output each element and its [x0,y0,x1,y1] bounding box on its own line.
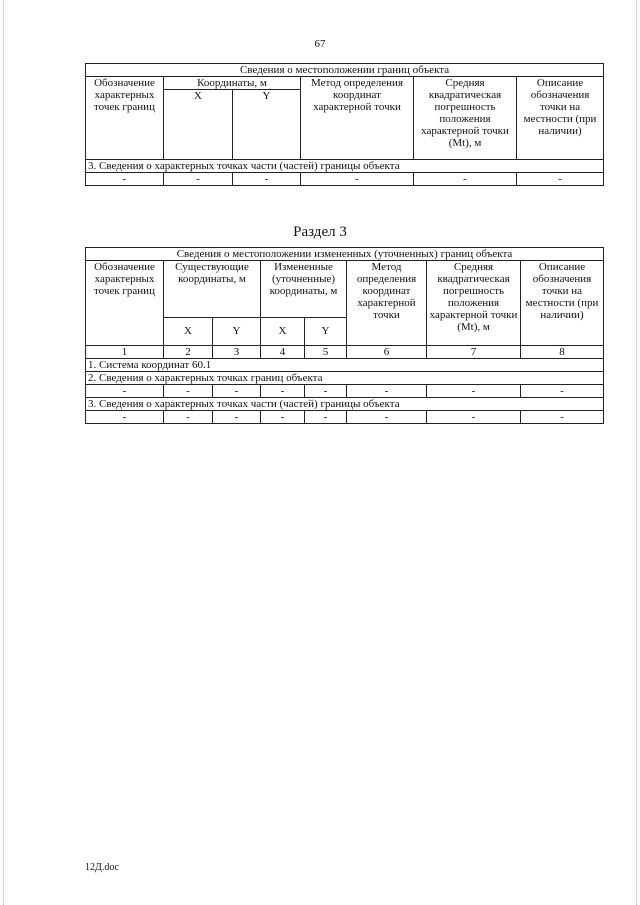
table-cell: - [86,385,164,398]
header-designation: Обозначение характерных точек границ [86,77,164,160]
table-cell: - [86,173,164,186]
table-cell: - [427,411,521,424]
table-cell: - [213,385,261,398]
column-number: 5 [305,346,347,359]
page-edge-right [636,0,637,905]
boundary-location-table [85,63,604,186]
column-number: 7 [427,346,521,359]
table-cell: - [414,173,517,186]
table-cell: - [521,411,604,424]
table-cell: - [347,385,427,398]
page-number: 67 [314,38,326,50]
column-number: 1 [86,346,164,359]
header-method: Метод определения координат характерной точки [347,261,427,346]
section-row-parts: 3. Сведения о характерных точках части (частей) границы объекта [86,398,604,411]
document-filename: 12Д.doc [85,862,119,873]
changed-boundary-table [85,247,604,424]
table-cell: - [233,173,301,186]
table-cell: - [517,173,604,186]
header-y: Y [233,90,301,160]
table-cell: - [86,411,164,424]
table-cell: - [521,385,604,398]
header-method: Метод определения координат характерной точки [301,77,414,160]
header-description: Описание обозначения точки на местности (при наличии) [517,77,604,160]
header-x: X [164,317,213,345]
table-cell: - [164,385,213,398]
table-title: Сведения о местоположении измененных (уточненных) границ объекта [86,248,604,261]
table-cell: - [301,173,414,186]
header-y: Y [213,317,261,345]
table-cell: - [164,411,213,424]
header-x: X [261,317,305,345]
header-existing-coordinates: Существующие координаты, м [164,261,261,318]
table-cell: - [347,411,427,424]
header-error: Средняя квадратическая погрешность положения характерной точки (Mt), м [414,77,517,160]
table-cell: - [427,385,521,398]
column-number: 6 [347,346,427,359]
header-coordinates: Координаты, м [164,77,301,90]
table-cell: - [305,385,347,398]
header-y: Y [305,317,347,345]
header-x: X [164,90,233,160]
column-number: 2 [164,346,213,359]
column-number: 8 [521,346,604,359]
header-designation: Обозначение характерных точек границ [86,261,164,346]
page-edge-left [3,0,4,905]
section-title: Раздел 3 [293,224,347,240]
table-cell: - [164,173,233,186]
column-number: 4 [261,346,305,359]
section-row-coordinate-system: 1. Система координат 60.1 [86,359,604,372]
table-cell: - [261,385,305,398]
header-description: Описание обозначения точки на местности (при наличии) [521,261,604,346]
table-cell: - [213,411,261,424]
table-title: Сведения о местоположении границ объекта [86,64,604,77]
table-cell: - [305,411,347,424]
header-changed-coordinates: Измененные (уточненные) координаты, м [261,261,347,318]
table-cell: - [261,411,305,424]
section-row-points: 2. Сведения о характерных точках границ объекта [86,372,604,385]
column-number: 3 [213,346,261,359]
section-row-parts: 3. Сведения о характерных точках части (частей) границы объекта [86,160,604,173]
header-error: Средняя квадратическая погрешность положения характерной точки (Mt), м [427,261,521,346]
